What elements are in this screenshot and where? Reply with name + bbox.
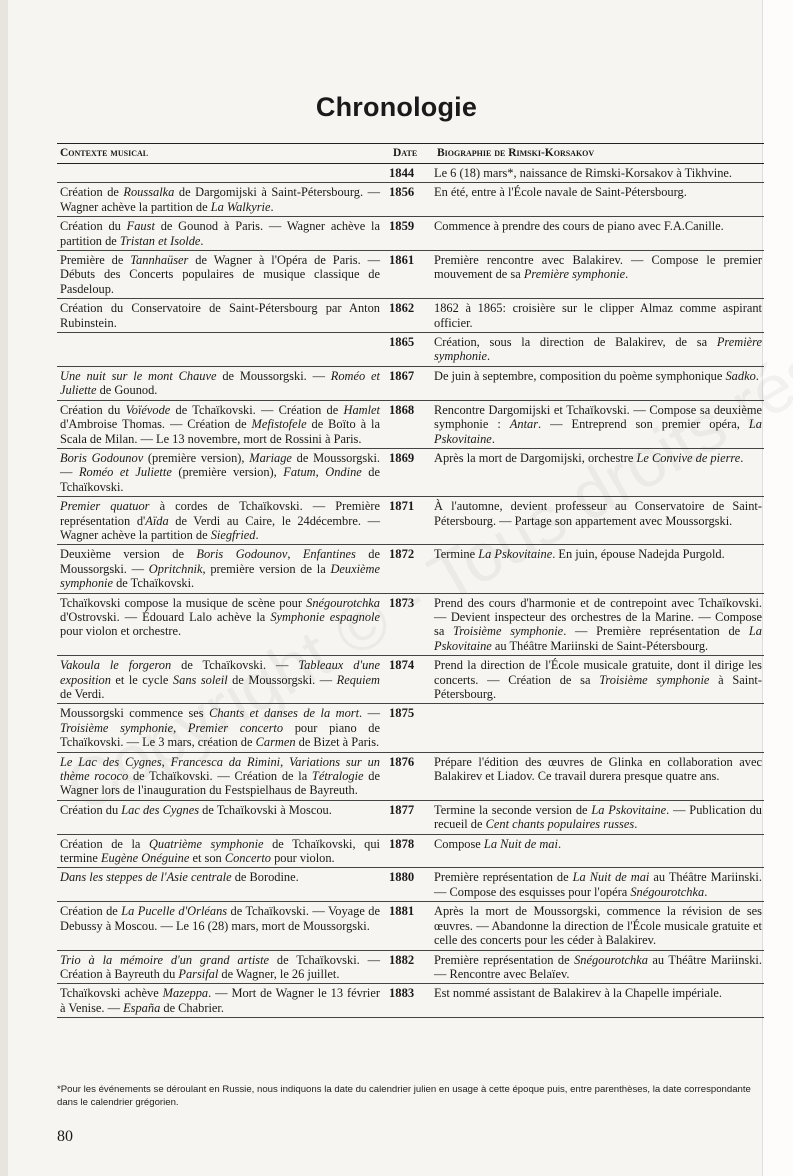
cell-date: 1859 <box>389 219 415 234</box>
cell-biographie: Première représentation de Snégourotchka au Théâtre Mariinski. — Rencontre avec Belaïev. <box>434 952 762 981</box>
cell-date: 1862 <box>389 301 415 316</box>
table-row <box>57 333 764 367</box>
table-row <box>57 902 764 950</box>
cell-contexte: Premier quatuor à cordes de Tchaïkovski. — Première représentation d'Aïda de Verdi au Caire, le 24décembre. — Wagner achève la partition de Siegfried. <box>60 499 380 542</box>
table-row <box>57 217 764 251</box>
cell-date: 1880 <box>389 870 415 885</box>
cell-contexte: Création de la Quatrième symphonie de Tchaïkovski, qui termine Eugène Onéguine et son Concerto pour violon. <box>60 836 380 866</box>
cell-date: 1875 <box>389 706 415 721</box>
footnote: *Pour les événements se déroulant en Russie, nous indiquons la date du calendrier julien en usage à cette époque puis, entre parenthèses, la date correspondante dans le calendrier grégorien. <box>57 1084 751 1108</box>
cell-biographie: 1862 à 1865: croisière sur le clipper Almaz comme aspirant officier. <box>434 301 762 330</box>
cell-biographie: Termine la seconde version de La Pskovitaine. — Publication du recueil de Cent chants populaires russes. <box>434 802 762 832</box>
cell-date: 1869 <box>389 450 415 465</box>
cell-biographie: De juin à septembre, composition du poème symphonique Sadko. <box>434 368 759 383</box>
cell-biographie: Compose La Nuit de mai. <box>434 836 562 851</box>
cell-biographie: Prépare l'édition des œuvres de Glinka en collaboration avec Balakirev et Liadov. Ce travail durera presque quatre ans. <box>434 754 762 784</box>
cell-biographie: Commence à prendre des cours de piano avec F.A.Canille. <box>434 219 724 234</box>
cell-contexte: Tchaïkovski achève Mazeppa. — Mort de Wagner le 13 février à Venise. — España de Chabrier. <box>60 986 380 1015</box>
cell-date: 1868 <box>389 402 415 417</box>
scan-edge-left <box>0 0 8 1176</box>
cell-biographie: Termine La Pskovitaine. En juin, épouse Nadejda Purgold. <box>434 547 725 562</box>
page-number: 80 <box>57 1128 73 1145</box>
table-row <box>57 299 764 333</box>
cell-biographie: En été, entre à l'École navale de Saint-Pétersbourg. <box>434 185 687 200</box>
table-row <box>57 801 764 835</box>
cell-date: 1873 <box>389 595 415 610</box>
table-row <box>57 367 764 401</box>
cell-contexte: Tchaïkovski compose la musique de scène pour Snégourotchka d'Ostrovski. — Édouard Lalo achève la Symphonie espagnole pour violon et orchestre. <box>60 595 380 639</box>
cell-biographie: Après la mort de Dargomijski, orchestre Le Convive de pierre. <box>434 450 744 465</box>
table-row <box>57 251 764 299</box>
table-row <box>57 835 764 869</box>
table-body <box>57 164 764 1018</box>
cell-biographie: À l'automne, devient professeur au Conservatoire de Saint-Pétersbourg. — Partage son appartement avec Moussorgski. <box>434 499 762 528</box>
cell-contexte: Une nuit sur le mont Chauve de Moussorgski. — Roméo et Juliette de Gounod. <box>60 368 380 398</box>
cell-contexte: Le Lac des Cygnes, Francesca da Rimini, Variations sur un thème rococo de Tchaïkovski. — Création de la Tétralogie de Wagner lors de l'inauguration du Festspielhaus de Bayreuth. <box>60 754 380 798</box>
page-title: Chronologie <box>315 92 478 122</box>
cell-date: 1865 <box>389 335 415 350</box>
cell-date: 1883 <box>389 986 415 1001</box>
header-biographie: Biographie de Rimski-Korsakov <box>437 147 595 159</box>
cell-date: 1872 <box>389 547 415 562</box>
cell-biographie <box>429 704 764 751</box>
table-header <box>57 143 764 164</box>
cell-date: 1882 <box>389 952 415 967</box>
cell-date: 1861 <box>389 253 415 268</box>
cell-date: 1874 <box>389 658 415 673</box>
table-row <box>57 594 764 657</box>
cell-biographie: Prend des cours d'harmonie et de contrepoint avec Tchaïkovski. — Devient inspecteur des orchestres de la Marine. — Compose sa Troisième symphonie. — Première représentation de La Pskovitaine au Théâtre Mariinski de Saint-Pétersbourg. <box>434 595 762 653</box>
table-row <box>57 545 764 593</box>
cell-date: 1856 <box>389 185 415 200</box>
cell-biographie: Création, sous la direction de Balakirev, de sa Première symphonie. <box>434 335 762 364</box>
cell-date: 1878 <box>389 836 415 851</box>
header-contexte: Contexte musical <box>60 147 149 159</box>
cell-contexte: Vakoula le forgeron de Tchaïkovski. — Tableaux d'une exposition et le cycle Sans soleil de Moussorgski. — Requiem de Verdi. <box>60 658 380 701</box>
cell-biographie: Est nommé assistant de Balakirev à la Chapelle impériale. <box>434 986 722 1001</box>
cell-contexte: Création de La Pucelle d'Orléans de Tchaïkovski. — Voyage de Debussy à Moscou. — Le 16 (28) mars, mort de Moussorgski. <box>60 904 381 933</box>
cell-biographie: Première représentation de La Nuit de mai au Théâtre Mariinski. — Compose des esquisses pour l'opéra Snégourotchka. <box>434 870 762 899</box>
cell-biographie: Prend la direction de l'École musicale gratuite, dont il dirige les concerts. — Création de sa Troisième symphonie à Saint-Pétersbourg. <box>434 658 762 701</box>
table-row <box>57 401 764 449</box>
table-row <box>57 753 764 801</box>
cell-contexte: Moussorgski commence ses Chants et danses de la mort. — Troisième symphonie, Premier concerto pour piano de Tchaïkovski. — Le 3 mars, création de Carmen de Bizet à Paris. <box>60 706 381 750</box>
cell-contexte: Création de Roussalka de Dargomijski à Saint-Pétersbourg. — Wagner achève la partition de La Walkyrie. <box>60 185 380 214</box>
cell-contexte: Première de Tannhaüser de Wagner à l'Opéra de Paris. — Débuts des Concerts populaires de musique classique de Pasdeloup. <box>60 253 381 296</box>
cell-biographie: Le 6 (18) mars*, naissance de Rimski-Korsakov à Tikhvine. <box>434 166 733 180</box>
cell-contexte: Boris Godounov (première version), Mariage de Moussorgski. — Roméo et Juliette (première version), Fatum, Ondine de Tchaïkovski. <box>60 450 380 494</box>
cell-biographie: Rencontre Dargomijski et Tchaïkovski. — Compose sa deuxième symphonie : Antar. — Entreprend son premier opéra, La Pskovitaine. <box>434 402 762 446</box>
cell-date: 1877 <box>389 802 415 817</box>
cell-contexte <box>57 164 383 182</box>
table-row <box>57 449 764 497</box>
table-row <box>57 984 764 1018</box>
table-row <box>57 656 764 704</box>
cell-contexte: Création du Conservatoire de Saint-Pétersbourg par Anton Rubinstein. <box>60 301 380 330</box>
cell-contexte: Création du Voïévode de Tchaïkovski. — Création de Hamlet d'Ambroise Thomas. — Création de Mefistofele de Boïto à la Scala de Milan. — Le 13 novembre, mort de Rossini à Paris. <box>60 402 380 446</box>
cell-contexte: Deuxième version de Boris Godounov, Enfantines de Moussorgski. — Opritchnik, première version de la Deuxième symphonie de Tchaïkovski. <box>60 547 380 591</box>
cell-biographie: Première rencontre avec Balakirev. — Compose le premier mouvement de sa Première symphonie. <box>434 253 762 282</box>
cell-date: 1876 <box>389 754 415 769</box>
cell-contexte <box>57 333 383 366</box>
cell-contexte: Dans les steppes de l'Asie centrale de Borodine. <box>60 870 299 885</box>
table-row <box>57 868 764 902</box>
chronology-table <box>57 143 764 1018</box>
cell-contexte: Création du Lac des Cygnes de Tchaïkovski à Moscou. <box>60 802 332 817</box>
table-row <box>57 951 764 985</box>
cell-contexte: Trio à la mémoire d'un grand artiste de Tchaïkovski. — Création à Bayreuth du Parsifal de Wagner, le 26 juillet. <box>60 952 380 981</box>
cell-date: 1881 <box>389 904 415 919</box>
table-row <box>57 164 764 183</box>
table-row <box>57 497 764 545</box>
table-row <box>57 704 764 752</box>
header-date: Date <box>393 147 418 159</box>
cell-date: 1844 <box>389 166 415 180</box>
scan-edge-right <box>762 0 793 1176</box>
cell-contexte: Création du Faust de Gounod à Paris. — Wagner achève la partition de Tristan et Isolde. <box>60 219 380 248</box>
cell-date: 1871 <box>389 499 415 514</box>
cell-biographie: Après la mort de Moussorgski, commence la révision de ses œuvres. — Abandonne la direction de l'École musicale gratuite et celle des concerts pour les céder à Balakirev. <box>434 904 762 948</box>
cell-date: 1867 <box>389 368 415 383</box>
table-row <box>57 183 764 217</box>
